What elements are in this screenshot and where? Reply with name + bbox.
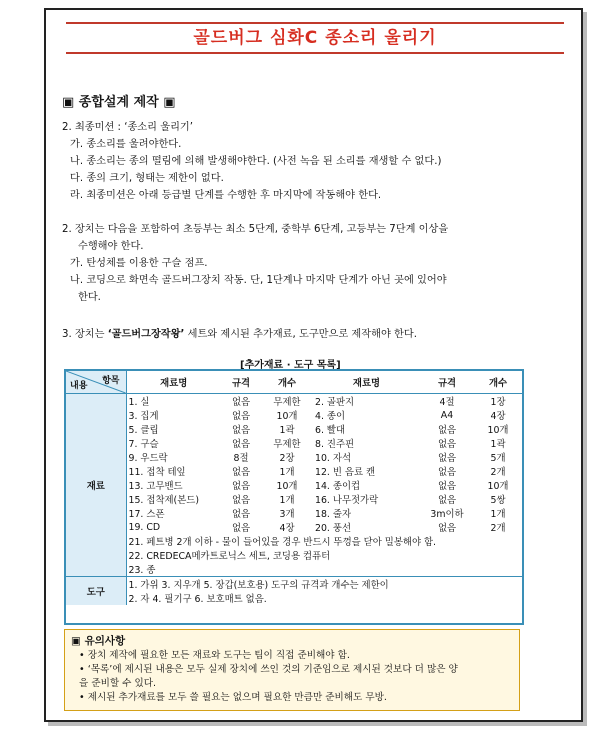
- table-row-wide: [66, 562, 522, 577]
- col-header: 규격: [221, 371, 261, 394]
- cell: 16. 나무젓가락: [315, 495, 379, 506]
- cell: 없음: [231, 425, 251, 436]
- cell: 1곽: [279, 425, 295, 436]
- cell: 1곽: [490, 439, 506, 450]
- table-row-wide: [66, 534, 522, 548]
- note-line: • 제시된 추가재료를 모두 쓸 필요는 없으며 필요한 만큼만 준비해도 무방.: [79, 692, 387, 703]
- cell: 없음: [231, 411, 251, 422]
- cell: 없음: [437, 467, 457, 478]
- note-line: 을 준비할 수 있다.: [79, 678, 157, 689]
- cell: 없음: [231, 439, 251, 450]
- cell: 3. 집게: [128, 411, 159, 422]
- cell: 5개: [490, 453, 506, 464]
- cell: 3개: [279, 509, 295, 520]
- cell: 7. 구슬: [128, 439, 159, 450]
- cell: 1장: [490, 397, 506, 408]
- tool-row: [66, 591, 522, 605]
- cell: 없음: [437, 523, 457, 534]
- cell: 2. 골판지: [315, 397, 355, 408]
- cell: 없음: [231, 397, 251, 408]
- table-row: [66, 520, 522, 534]
- cell: 13. 고무밴드: [128, 481, 183, 492]
- cell: 9. 우드락: [128, 453, 168, 464]
- mission-line-1: 가. 종소리를 울려야한다.: [70, 139, 182, 150]
- cell: 10개: [487, 481, 509, 492]
- table-row: [66, 450, 522, 464]
- cell-wide: 23. 종: [128, 565, 156, 576]
- notes-title: ▣ 유의사항: [71, 635, 126, 647]
- cell: 1개: [279, 495, 295, 506]
- cell: 14. 종이컵: [315, 481, 361, 492]
- cell: 1개: [279, 467, 295, 478]
- cell: 무제한: [273, 397, 301, 408]
- cell: 12. 빈 음료 캔: [315, 467, 376, 478]
- steps-head-2: 수행해야 한다.: [78, 241, 144, 252]
- cell: 1. 실: [128, 397, 150, 408]
- page-title: 골드버그 심화C 종소리 울리기: [66, 22, 564, 54]
- item3-line: [62, 328, 417, 342]
- note-line: • 장치 제작에 필요한 모든 재료와 도구는 팀이 직접 준비해야 함.: [79, 650, 350, 661]
- tool-row: [66, 577, 522, 592]
- table-row: [66, 408, 522, 422]
- item3-bold: ‘골드버그장작왕’: [107, 329, 185, 340]
- table-row: [66, 492, 522, 506]
- table-caption: [추가재료 · 도구 목록]: [240, 360, 341, 371]
- table-row: [66, 464, 522, 478]
- table-row: [66, 422, 522, 436]
- cell-wide: 22. CREDECA메카트로닉스 세트, 코딩용 컴퓨터: [128, 551, 331, 562]
- cell: 1개: [490, 509, 506, 520]
- cell: 2개: [490, 523, 506, 534]
- cell: 없음: [231, 481, 251, 492]
- cell: A4: [440, 409, 454, 421]
- cell: 없음: [231, 467, 251, 478]
- mission-head: 2. 최종미션 : ‘종소리 울리기’: [62, 122, 193, 133]
- cell: 없음: [437, 439, 457, 450]
- cell: 4. 종이: [315, 411, 346, 422]
- cell-wide: 21. 페트병 2개 이하 - 물이 들어있을 경우 반드시 뚜껑을 닫아 밀봉해야 함.: [128, 537, 437, 548]
- cell: 19. CD: [128, 521, 161, 533]
- cell: 없음: [437, 425, 457, 436]
- corner-bottom-label: 내용: [70, 381, 88, 391]
- notes-box: [64, 629, 520, 711]
- cell: 4장: [490, 411, 506, 422]
- item3-pre: 3. 장치는: [62, 329, 108, 340]
- steps-b-2: 한다.: [78, 292, 101, 303]
- steps-head-1: 2. 장치는 다음을 포함하여 초등부는 최소 5단계, 중학부 6단계, 고등부는 7단계 이상을: [62, 224, 449, 235]
- cell: 4절: [439, 397, 455, 408]
- tool-cell: 2. 자 4. 필기구 6. 보호매트 없음.: [128, 594, 267, 605]
- tool-cell: 1. 가위 3. 지우개 5. 장갑(보호용) 도구의 규격과 개수는 제한이: [126, 577, 522, 592]
- mission-line-4: 라. 최종미션은 아래 등급별 단계를 수행한 후 마지막에 작동해야 한다.: [70, 190, 382, 201]
- cell: 10. 자석: [315, 453, 352, 464]
- col-header: 개수: [474, 371, 522, 394]
- col-header: 재료명: [313, 371, 420, 394]
- cell: 18. 줄자: [315, 509, 352, 520]
- cell: 2개: [490, 467, 506, 478]
- cell: 10개: [276, 481, 298, 492]
- mission-line-2: 나. 종소리는 종의 떨림에 의해 발생해야한다. (사전 녹음 된 소리를 재생할 수 없다.): [70, 156, 442, 167]
- cell: 10개: [487, 425, 509, 436]
- cell: 8절: [233, 453, 249, 464]
- cell: 20. 풍선: [315, 523, 352, 534]
- corner-top-label: 항목: [102, 376, 120, 386]
- cell: 15. 접착제(본드): [128, 495, 199, 506]
- section-heading: ▣ 종합설계 제작 ▣: [62, 95, 176, 110]
- table-row: [66, 394, 522, 409]
- cell: 없음: [231, 495, 251, 506]
- table-row: [66, 436, 522, 450]
- steps-a: 가. 탄성체를 이용한 구슬 점프.: [70, 258, 208, 269]
- cell: 11. 접착 테잎: [128, 467, 186, 478]
- table-row: [66, 478, 522, 492]
- cell: 10개: [276, 411, 298, 422]
- cell: 5. 클립: [128, 425, 159, 436]
- cell: 없음: [231, 523, 251, 534]
- cell: 없음: [437, 453, 457, 464]
- tool-label: 도구: [66, 577, 126, 606]
- note-line: • ‘목록’에 제시된 내용은 모두 실제 장치에 쓰인 것의 기준임으로 제시된 것보다 더 많은 양: [79, 664, 458, 675]
- cell: 8. 진주핀: [315, 439, 355, 450]
- cell: 2장: [279, 453, 295, 464]
- cell: 6. 빨대: [315, 425, 346, 436]
- table-row-wide: [66, 548, 522, 562]
- cell: 무제한: [273, 439, 301, 450]
- cell: 4장: [279, 523, 295, 534]
- cell: 3m이하: [430, 509, 464, 520]
- materials-table: [64, 369, 524, 625]
- mission-line-3: 다. 종의 크기, 형태는 제한이 없다.: [70, 173, 224, 184]
- cell: 없음: [231, 509, 251, 520]
- cell: 5쌍: [490, 495, 506, 506]
- table-header-row: [66, 371, 522, 394]
- col-header: 재료명: [126, 371, 221, 394]
- col-header: 규격: [420, 371, 474, 394]
- steps-b-1: 나. 코딩으로 화면속 골드버그장치 작동. 단, 1단계나 마지막 단계가 아닌 곳에 있어야: [70, 275, 447, 286]
- cell: 없음: [437, 495, 457, 506]
- item3-post: 세트와 제시된 추가재료, 도구만으로 제작해야 한다.: [184, 329, 417, 340]
- cell: 없음: [437, 481, 457, 492]
- corner-cell: [66, 371, 126, 394]
- col-header: 개수: [261, 371, 313, 394]
- material-label: 재료: [66, 394, 126, 577]
- table-row: [66, 506, 522, 520]
- cell: 17. 스폰: [128, 509, 165, 520]
